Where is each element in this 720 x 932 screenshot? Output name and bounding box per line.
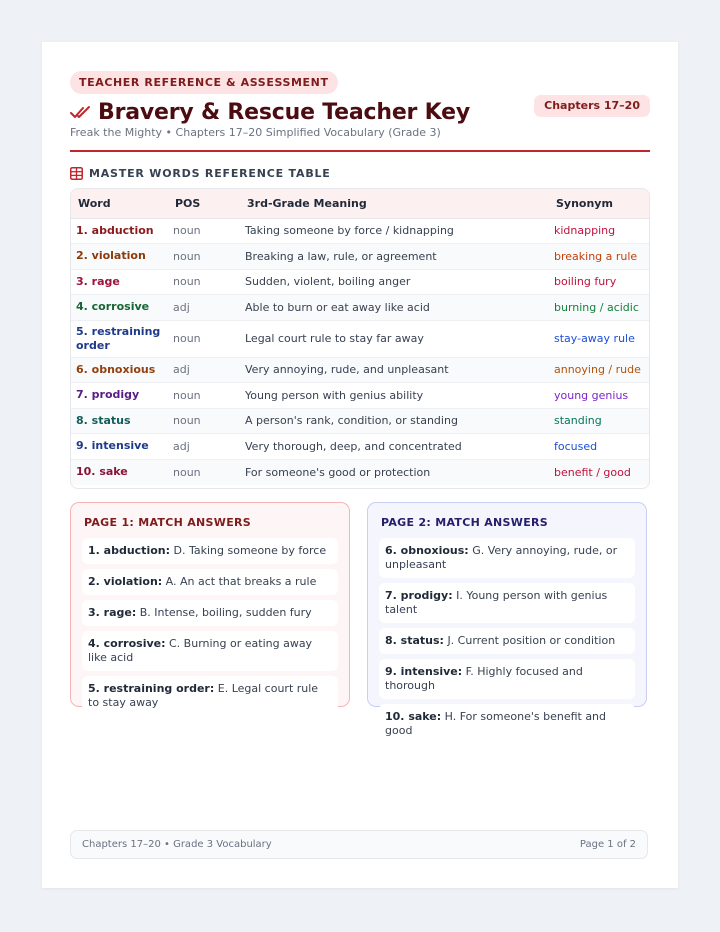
answer-definition: H. For someone's benefit and good — [385, 710, 607, 737]
synonym-cell: annoying / rude — [549, 357, 649, 383]
synonym-cell: focused — [549, 434, 649, 460]
table-row — [71, 383, 649, 409]
answer-definition: G. Very annoying, rude, or unpleasant — [385, 544, 618, 571]
meaning-cell: Young person with genius ability — [240, 383, 549, 409]
word-cell: 1. abduction — [71, 218, 168, 244]
answer-word: 2. violation: — [88, 575, 163, 588]
table-row — [71, 434, 649, 460]
answer-word: 6. obnoxious: — [385, 544, 469, 557]
synonym-cell: young genius — [549, 383, 649, 409]
meaning-cell: Very annoying, rude, and unpleasant — [240, 357, 549, 383]
answer-definition: I. Young person with genius talent — [385, 589, 608, 616]
word-cell: 4. corrosive — [71, 295, 168, 321]
page-number: Page 1 of 2 — [579, 839, 636, 850]
meaning-cell: Able to burn or eat away like acid — [240, 295, 549, 321]
meaning-cell: Sudden, violent, boiling anger — [240, 269, 549, 295]
pos-cell: noun — [168, 320, 240, 357]
column-header-meaning: 3rd-Grade Meaning — [240, 189, 549, 218]
page2-answers-title: PAGE 2: MATCH ANSWERS — [381, 516, 549, 529]
word-cell: 6. obnoxious — [71, 357, 168, 383]
answer-definition: C. Burning or eating away like acid — [88, 637, 313, 664]
answer-definition: B. Intense, boiling, sudden fury — [139, 606, 312, 619]
answer-definition: E. Legal court rule to stay away — [88, 682, 319, 709]
pos-cell: noun — [168, 269, 240, 295]
title-row — [70, 97, 470, 127]
table-row — [71, 218, 649, 244]
page2-answers-list — [379, 538, 635, 749]
answer-item — [379, 628, 635, 654]
meaning-cell: For someone's good or protection — [245, 465, 431, 479]
answer-item — [82, 600, 338, 626]
table-row — [71, 459, 649, 485]
word-cell: 8. status — [71, 408, 168, 434]
page2-answers-card — [367, 502, 647, 737]
meaning-cell: A person's rank, condition, or standing — [240, 408, 549, 434]
meaning-cell: Taking someone by force / kidnapping — [240, 218, 549, 244]
table-section-title: MASTER WORDS REFERENCE TABLE — [89, 167, 331, 180]
meaning-cell: Very thorough, deep, and concentrated — [240, 434, 549, 460]
answer-item — [82, 676, 338, 716]
table-row — [71, 269, 649, 295]
synonym-cell: standing — [549, 408, 649, 434]
answer-item — [379, 538, 635, 578]
table-grid-icon — [70, 167, 83, 180]
word-cell: 9. intensive — [71, 434, 168, 460]
footer-left-text: Chapters 17–20 • Grade 3 Vocabulary — [82, 839, 272, 850]
pos-cell: noun — [173, 465, 201, 479]
table-row — [71, 357, 649, 383]
answer-item — [379, 583, 635, 623]
pos-cell: adj — [168, 434, 240, 460]
word-cell: 2. violation — [71, 244, 168, 270]
double-check-icon — [70, 104, 92, 120]
word-cell: 5. restraining order — [71, 320, 168, 357]
answer-word: 3. rage: — [88, 606, 137, 619]
answer-item — [379, 659, 635, 699]
meaning-cell: Breaking a law, rule, or agreement — [240, 244, 549, 270]
answer-definition: D. Taking someone by force — [173, 544, 327, 557]
answer-word: 8. status: — [385, 634, 444, 647]
answer-item — [82, 569, 338, 595]
table-row — [71, 295, 649, 321]
answer-definition: J. Current position or condition — [447, 634, 616, 647]
page1-answers-list — [82, 538, 338, 721]
column-header-pos: POS — [168, 189, 240, 218]
page-title: Bravery & Rescue Teacher Key — [98, 99, 470, 125]
pos-cell: adj — [168, 357, 240, 383]
column-header-word: Word — [71, 189, 168, 218]
page-subtitle: Freak the Mighty • Chapters 17–20 Simplified Vocabulary (Grade 3) — [70, 126, 441, 139]
answer-word: 4. corrosive: — [88, 637, 166, 650]
word-cell: 3. rage — [71, 269, 168, 295]
answer-word: 10. sake: — [385, 710, 442, 723]
synonym-cell: breaking a rule — [549, 244, 649, 270]
pos-cell: noun — [168, 383, 240, 409]
synonym-cell: benefit / good — [554, 465, 631, 479]
reference-table — [70, 188, 650, 489]
pos-cell: noun — [168, 218, 240, 244]
answer-word: 7. prodigy: — [385, 589, 453, 602]
table-row — [71, 408, 649, 434]
meaning-cell: Legal court rule to stay far away — [240, 320, 549, 357]
synonym-cell: kidnapping — [549, 218, 649, 244]
answer-definition: A. An act that breaks a rule — [165, 575, 317, 588]
answer-item — [379, 704, 635, 744]
table-header-row — [71, 189, 649, 218]
column-header-synonym: Synonym — [549, 189, 649, 218]
answer-definition: F. Highly focused and thorough — [385, 665, 583, 692]
document-page — [42, 42, 678, 888]
answer-item — [82, 538, 338, 564]
pos-cell: noun — [168, 408, 240, 434]
table-row — [71, 320, 649, 357]
word-cell: 7. prodigy — [71, 383, 168, 409]
synonym-cell: boiling fury — [549, 269, 649, 295]
page1-answers-title: PAGE 1: MATCH ANSWERS — [84, 516, 252, 529]
reference-pill: TEACHER REFERENCE & ASSESSMENT — [70, 71, 338, 94]
answer-item — [82, 631, 338, 671]
answer-word: 1. abduction: — [88, 544, 171, 557]
header-divider — [70, 150, 650, 152]
table-section-header — [70, 167, 331, 180]
pos-cell: adj — [168, 295, 240, 321]
answer-word: 5. restraining order: — [88, 682, 215, 695]
table-row — [71, 244, 649, 270]
page-footer — [70, 830, 648, 859]
answer-word: 9. intensive: — [385, 665, 463, 678]
synonym-cell: burning / acidic — [549, 295, 649, 321]
pos-cell: noun — [168, 244, 240, 270]
synonym-cell: stay-away rule — [549, 320, 649, 357]
chapters-badge: Chapters 17–20 — [534, 95, 650, 117]
page1-answers-card — [70, 502, 350, 707]
word-cell: 10. sake — [76, 465, 128, 478]
